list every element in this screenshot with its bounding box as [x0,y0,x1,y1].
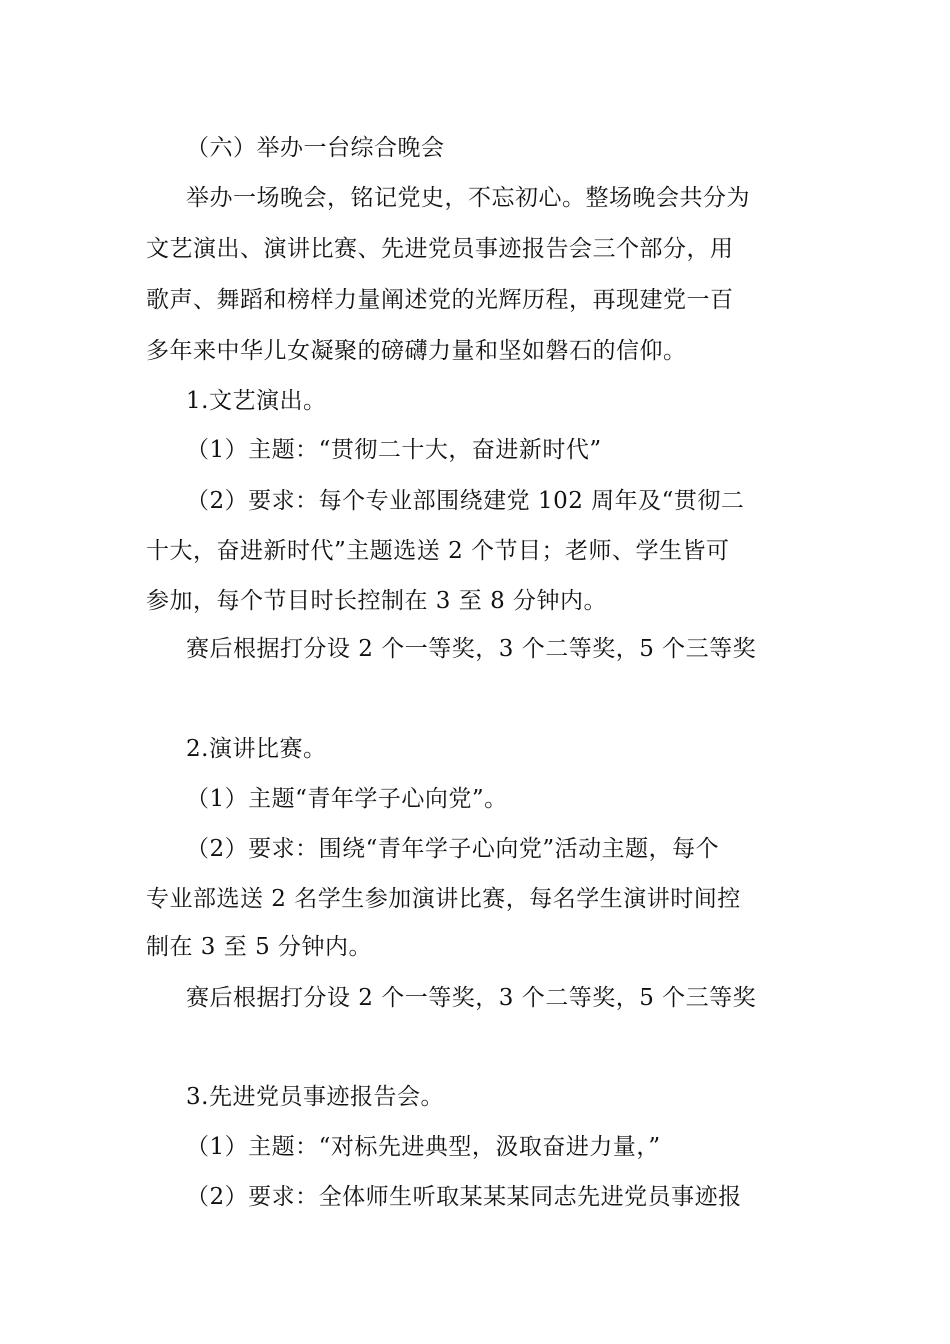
part2-awards: 赛后根据打分设 2 个一等奖，3 个二等奖，5 个三等奖 [186,985,757,1011]
part1-title: 1.文艺演出。 [186,388,327,414]
part2-title: 2.演讲比赛。 [186,736,327,762]
part3-title: 3.先进党员事迹报告会。 [186,1084,444,1110]
intro-line-3: 歌声、舞蹈和榜样力量阐述党的光辉历程，再现建党一百 [146,287,734,313]
section-heading: （六）举办一台综合晚会 [186,135,445,161]
part2-requirement-line-2: 专业部选送 2 名学生参加演讲比赛，每名学生演讲时间控 [146,886,741,912]
part1-requirement-line-1: （2）要求：每个专业部围绕建党 102 周年及“贯彻二 [186,488,745,514]
part1-requirement-line-2: 十大，奋进新时代”主题选送 2 个节目；老师、学生皆可 [146,538,730,564]
part1-requirement-line-3: 参加，每个节目时长控制在 3 至 8 分钟内。 [146,588,608,614]
part3-requirement-line-1: （2）要求：全体师生听取某某某同志先进党员事迹报 [186,1184,742,1210]
intro-line-4: 多年来中华儿女凝聚的磅礴力量和坚如磐石的信仰。 [146,338,687,364]
intro-line-1: 举办一场晚会，铭记党史，不忘初心。整场晚会共分为 [186,185,750,211]
part2-theme: （1）主题“青年学子心向党”。 [186,786,508,812]
intro-line-2: 文艺演出、演讲比赛、先进党员事迹报告会三个部分，用 [146,236,734,262]
part1-theme: （1）主题：“贯彻二十大，奋进新时代” [186,437,602,463]
part2-requirement-line-3: 制在 3 至 5 分钟内。 [146,934,373,960]
part2-requirement-line-1: （2）要求：围绕“青年学子心向党”活动主题，每个 [186,836,720,862]
part3-theme: （1）主题：“对标先进典型，汲取奋进力量，” [186,1134,661,1160]
part1-awards: 赛后根据打分设 2 个一等奖，3 个二等奖，5 个三等奖 [186,636,757,662]
